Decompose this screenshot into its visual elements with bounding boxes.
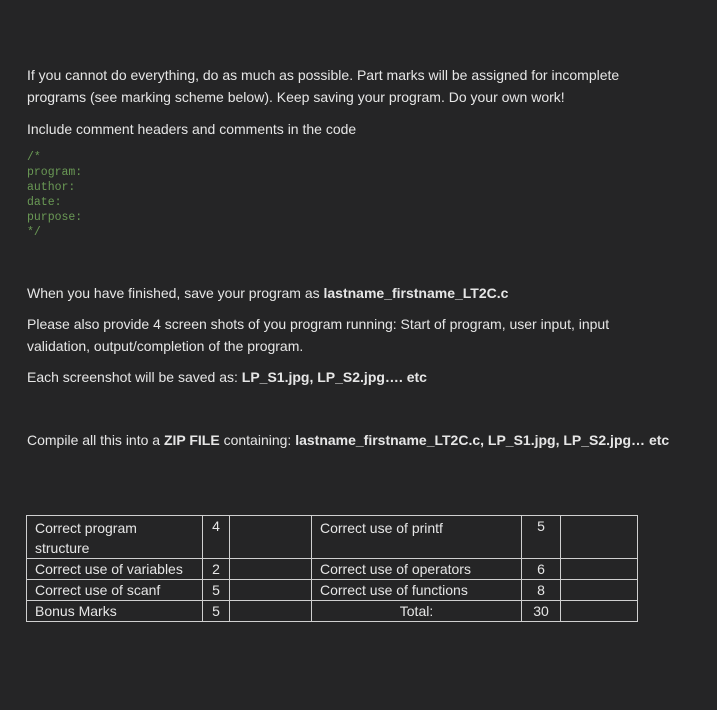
criterion-marks: 5 (203, 601, 230, 622)
intro-paragraph: If you cannot do everything, do as much as possible. Part marks will be assigned for incomplete programs (see marking scheme below). Keep saving your program. Do your own work! (27, 67, 620, 105)
criterion-label: Correct use of functions (312, 580, 522, 601)
comment-instruction: Include comment headers and comments in the code (27, 121, 357, 137)
score-cell (230, 601, 312, 622)
score-cell (561, 559, 638, 580)
finish-prefix: When you have finished, save your program as (27, 285, 324, 301)
screenshot-naming (27, 366, 667, 388)
code-open: /* (27, 151, 41, 164)
criterion-label: Correct use of printf (312, 516, 522, 559)
table-row (27, 601, 638, 622)
zip-contents: lastname_firstname_LT2C.c, LP_S1.jpg, LP_S2.jpg… etc (295, 432, 670, 448)
criterion-label: Correct use of variables (27, 559, 203, 580)
score-cell (230, 559, 312, 580)
criterion-label: Correct use of operators (312, 559, 522, 580)
program-filename: lastname_firstname_LT2C.c (323, 285, 509, 301)
screenshot-naming-prefix: Each screenshot will be saved as: (27, 369, 242, 385)
table-row (27, 580, 638, 601)
table-row (27, 516, 638, 559)
marking-scheme-table (26, 515, 638, 622)
total-marks: 30 (522, 601, 561, 622)
criterion-label: Bonus Marks (27, 601, 203, 622)
criterion-label: Correct use of scanf (27, 580, 203, 601)
code-close: */ (27, 226, 41, 239)
code-purpose: purpose: (27, 211, 83, 224)
zip-middle: containing: (219, 432, 296, 448)
criterion-marks: 4 (203, 516, 230, 559)
criterion-marks: 5 (522, 516, 561, 559)
screenshot-instruction: Please also provide 4 screen shots of you program running: Start of program, user input, input validation, output/completion of the program. (27, 316, 610, 354)
criterion-label: Correct program structure (27, 516, 203, 559)
score-cell (230, 580, 312, 601)
screenshot-filenames: LP_S1.jpg, LP_S2.jpg…. etc (241, 369, 427, 385)
zip-prefix: Compile all this into a (27, 432, 164, 448)
comment-header-code-block (27, 150, 82, 240)
code-date: date: (27, 196, 62, 209)
total-label: Total: (312, 601, 522, 622)
criterion-marks: 8 (522, 580, 561, 601)
criterion-marks: 5 (203, 580, 230, 601)
code-program: program: (27, 166, 83, 179)
score-cell (561, 601, 638, 622)
finish-instruction (27, 282, 667, 304)
score-cell (230, 516, 312, 559)
code-author: author: (27, 181, 76, 194)
zip-label: ZIP FILE (163, 432, 220, 448)
criterion-marks: 2 (203, 559, 230, 580)
score-cell (561, 580, 638, 601)
table-row (27, 559, 638, 580)
score-cell (561, 516, 638, 559)
criterion-marks: 6 (522, 559, 561, 580)
zip-instruction (27, 429, 677, 451)
